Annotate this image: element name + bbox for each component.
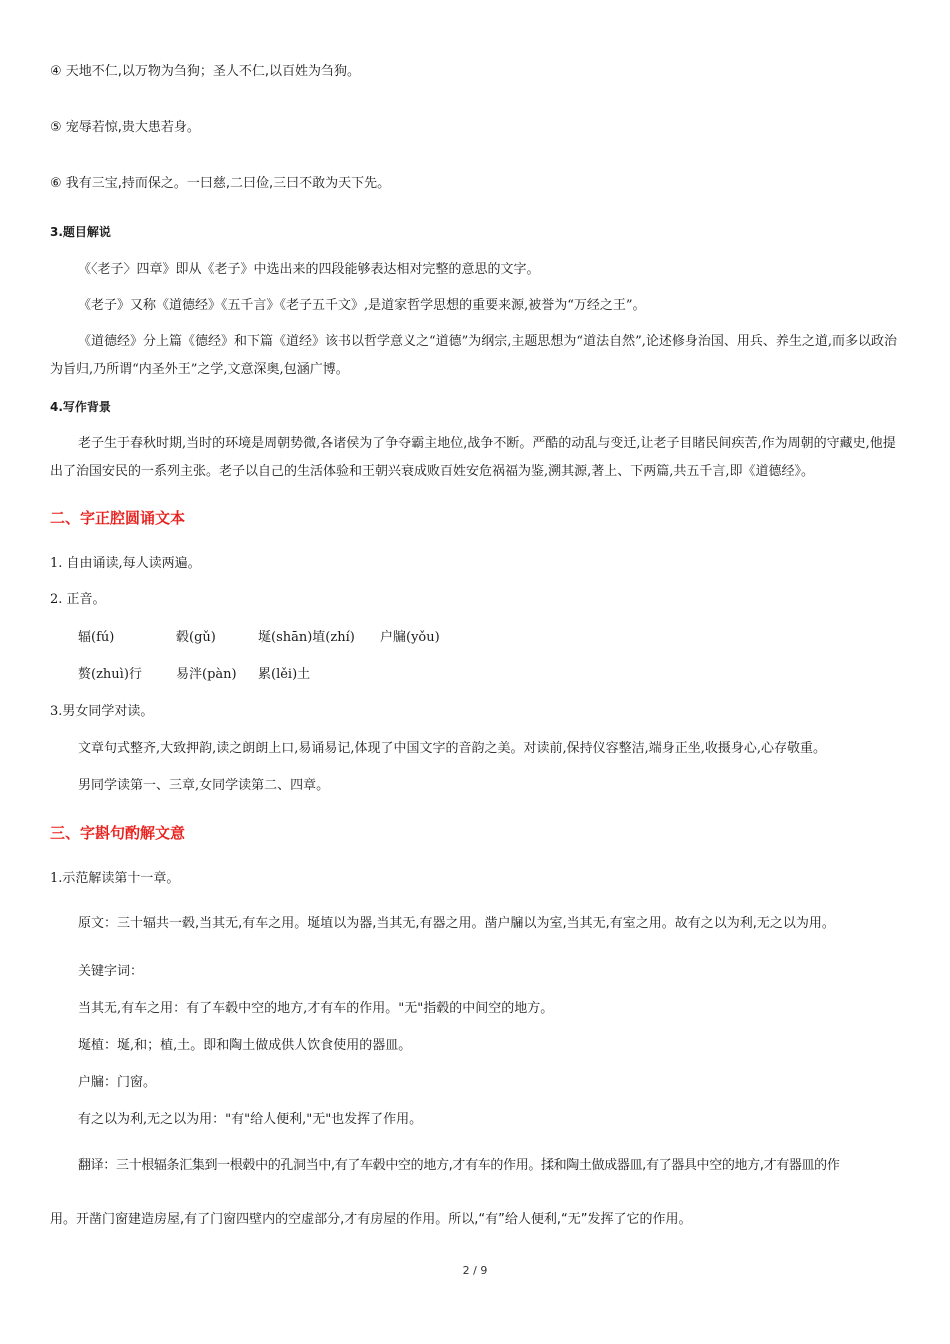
quote-5: ⑤ 宠辱若惊,贵大患若身。 — [50, 120, 200, 135]
recite-paragraph-1: 文章句式整齐,大致押韵,读之朗朗上口,易诵易记,体现了中国文字的音韵之美。对读前,保持仪容整洁,端身正坐,收摄身心,心存敬重。 — [78, 741, 827, 756]
keywords-label: 关键字词： — [78, 964, 144, 979]
section-heading-topic: 3.题目解说 — [50, 225, 111, 239]
original-text: 原文：三十辐共一毂,当其无,有车之用。埏埴以为器,当其无,有器之用。凿户牖以为室,当其无,有室之用。故有之以为利,无之以为用。 — [78, 916, 835, 931]
part-heading-recite: 二、字正腔圆诵文本 — [50, 509, 186, 527]
quote-4: ④ 天地不仁,以万物为刍狗；圣人不仁,以百姓为刍狗。 — [50, 64, 361, 79]
keyword-4: 有之以为利,无之以为用："有"给人便利,"无"也发挥了作用。 — [78, 1112, 423, 1127]
pinyin-entry: 辐(fú) — [78, 630, 115, 645]
translation-line-2: 用。开凿门窗建造房屋,有了门窗四壁内的空虚部分,才有房屋的作用。所以,“有”给人便利,“无”发挥了它的作用。 — [50, 1212, 692, 1227]
recite-item-2: 2. 正音。 — [50, 592, 106, 607]
part-heading-interpret: 三、字斟句酌解文意 — [50, 824, 186, 842]
keyword-3: 户牖：门窗。 — [78, 1075, 157, 1090]
pinyin-entry: 毂(gǔ) — [176, 630, 216, 645]
background-paragraph: 老子生于春秋时期,当时的环境是周朝势微,各诸侯为了争夺霸主地位,战争不断。严酷的动乱与变迁,让老子目睹民间疾苦,作为周朝的守藏史,他提出了治国安民的一系列主张。老子以自己的生活体验和王朝兴衰成败百姓安危祸福为鉴,溯其源,著上、下两篇,共五千言,即《道德经》。 — [50, 436, 896, 479]
topic-paragraph-3: 《道德经》分上篇《德经》和下篇《道经》该书以哲学意义之“道德”为纲宗,主题思想为“道法自然”,论述修身治国、用兵、养生之道,而多以政治为旨归,乃所谓“内圣外王”之学,文意深奥,包涵广博。 — [50, 334, 897, 377]
recite-item-1: 1. 自由诵读,每人读两遍。 — [50, 556, 201, 571]
keyword-2: 埏植：埏,和；植,土。即和陶土做成供人饮食使用的器皿。 — [78, 1038, 412, 1053]
recite-item-3: 3.男女同学对读。 — [50, 704, 154, 719]
translation-line-1: 翻译：三十根辐条汇集到一根毂中的孔洞当中,有了车毂中空的地方,才有车的作用。揉和陶土做成器皿,有了器具中空的地方,才有器皿的作 — [78, 1158, 840, 1173]
pinyin-entry: 埏(shān)埴(zhí) — [258, 630, 355, 645]
topic-paragraph-2: 《老子》又称《道德经》《五千言》《老子五千文》,是道家哲学思想的重要来源,被誉为“万经之王”。 — [78, 298, 646, 313]
quote-6: ⑥ 我有三宝,持而保之。一曰慈,二曰俭,三曰不敢为天下先。 — [50, 176, 391, 191]
pinyin-entry: 累(lěi)土 — [258, 667, 311, 682]
page-number: 2 / 9 — [462, 1264, 488, 1277]
interpret-item-1: 1.示范解读第十一章。 — [50, 871, 180, 886]
pinyin-entry: 易泮(pàn) — [176, 667, 237, 682]
topic-paragraph-1: 《〈老子〉四章》即从《老子》中选出来的四段能够表达相对完整的意思的文字。 — [78, 262, 540, 277]
pinyin-entry: 户牖(yǒu) — [380, 630, 440, 645]
recite-paragraph-2: 男同学读第一、三章,女同学读第二、四章。 — [78, 778, 330, 793]
pinyin-entry: 赘(zhuì)行 — [78, 667, 142, 682]
keyword-1: 当其无,有车之用：有了车毂中空的地方,才有车的作用。"无"指毂的中间空的地方。 — [78, 1001, 554, 1016]
section-heading-background: 4.写作背景 — [50, 400, 111, 414]
